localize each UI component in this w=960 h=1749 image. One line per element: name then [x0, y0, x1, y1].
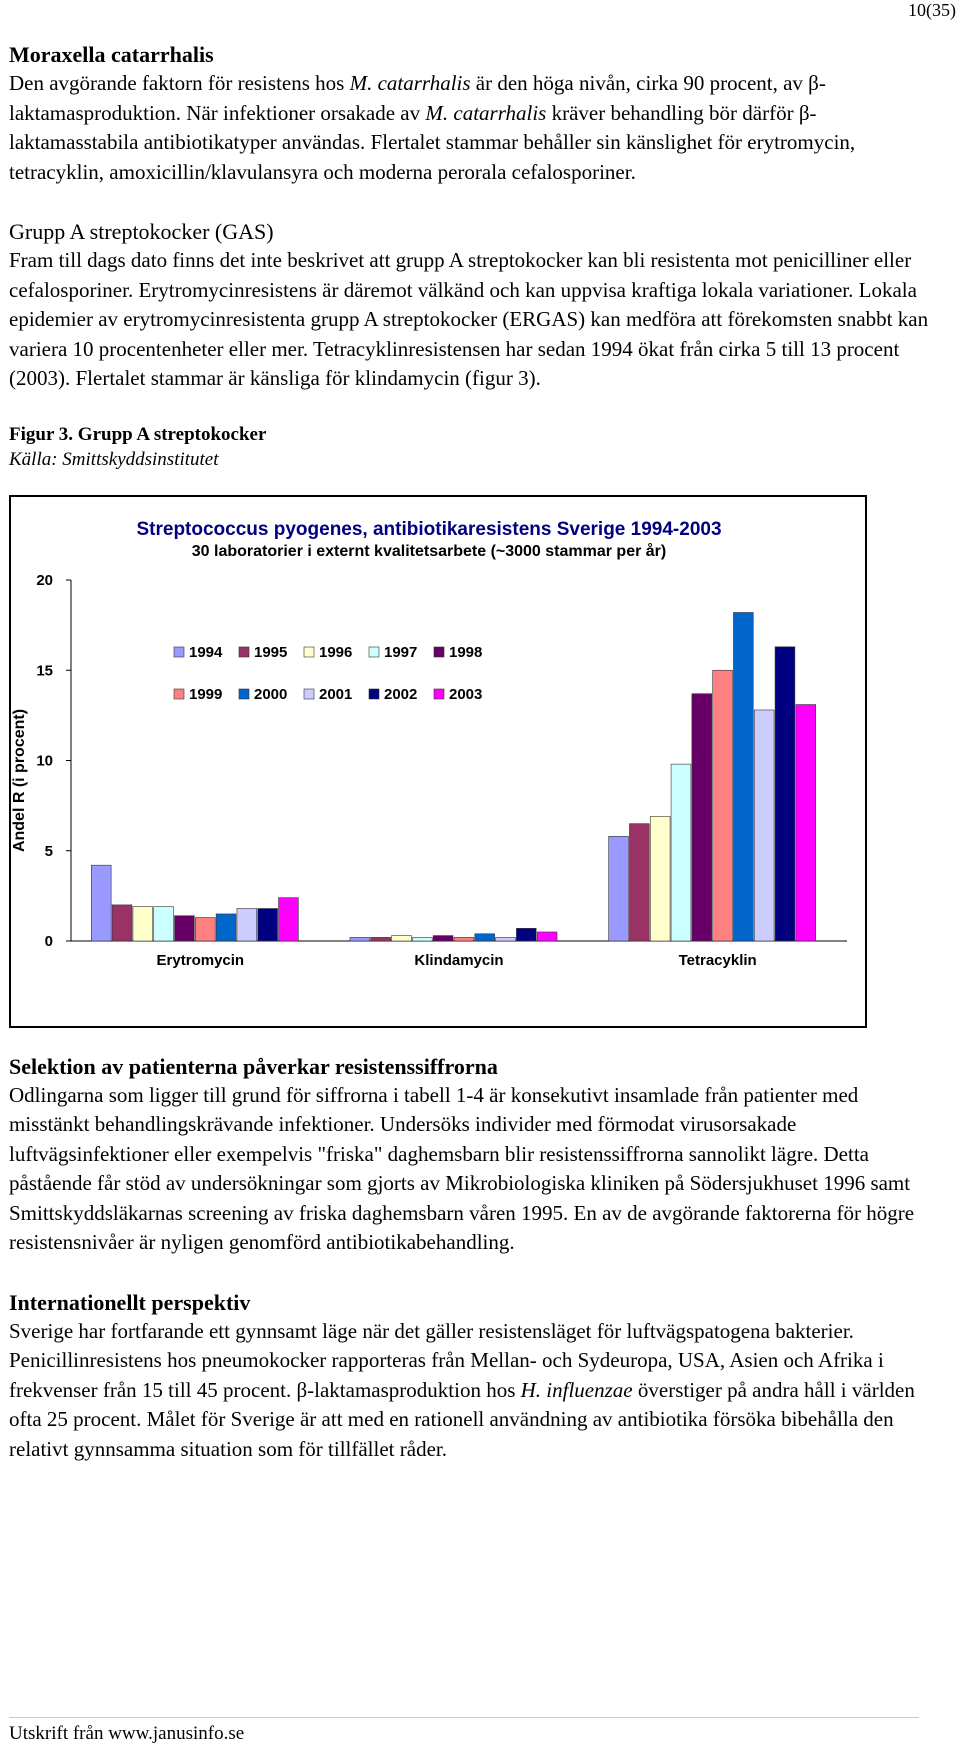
- bar-2001-klindamycin: [496, 937, 516, 941]
- bar-2001-tetracyklin: [754, 709, 774, 940]
- legend-label-1998: 1998: [449, 643, 483, 661]
- paragraph-gas: Fram till dags dato finns det inte beskrivet att grupp A streptokocker kan bli resistenta mot penicilliner eller cefalosporiner. Erytromycinresistens är däremot välkänd och kan uppvisa kraftiga lokala variationer. Lokala epidemier av erytromycinresistenta grupp A streptokocker (ERGAS) kan medföra att förekomsten snabbt kan variera 10 procentenheter eller mer. Tetracyklinresistensen har sedan 1994 ökat från cirka 5 till 13 procent (2003). Flertalet stammar är känsliga för klindamycin (figur 3).: [9, 248, 929, 390]
- footer-divider: [9, 1717, 919, 1718]
- text-run: Sverige har fortfarande ett gynnsamt läge när det gäller resistensläget för luftvägspatogena bakterier. Penicillinresistens hos pneumokocker rapporteras från Mellan- och Sydeuropa, USA, Asien och Afrika i frekvenser från 15 till 45 procent. β-laktamasproduktion hos: [9, 1318, 884, 1402]
- figure-title: Figur 3. Grupp A streptokocker: [9, 423, 267, 445]
- bar-2003-klindamycin: [537, 931, 557, 940]
- bar-1996-tetracyklin: [650, 816, 670, 941]
- y-tick-label: 20: [36, 571, 53, 589]
- chart-container: [9, 495, 867, 1028]
- bar-1998-tetracyklin: [692, 693, 712, 940]
- bar-2001-erytromycin: [237, 908, 257, 940]
- legend-swatch-1994: [174, 647, 184, 657]
- heading-moraxella: Moraxella catarrhalis: [9, 42, 214, 67]
- y-tick-label: 10: [36, 752, 53, 769]
- bar-1997-klindamycin: [412, 937, 432, 941]
- bar-1996-klindamycin: [392, 935, 412, 940]
- x-category-label: Klindamycin: [414, 951, 504, 969]
- legend-label-1994: 1994: [189, 643, 223, 661]
- bar-1998-klindamycin: [433, 935, 453, 940]
- legend-label-2002: 2002: [384, 685, 418, 703]
- bar-2000-tetracyklin: [733, 612, 753, 941]
- bar-1999-tetracyklin: [713, 670, 733, 941]
- legend-swatch-1996: [304, 647, 314, 657]
- heading-gas: Grupp A streptokocker (GAS): [9, 219, 274, 244]
- text-run: Den avgörande faktorn för resistens hos: [9, 71, 350, 95]
- bar-1997-erytromycin: [154, 906, 174, 940]
- text-run: överstiger på andra håll i världen ofta 25 procent. Målet för Sverige är att med en rationell användning av antibiotika försöka bibehålla den relativt gynnsamma situation som för tillfället råder.: [9, 1377, 915, 1461]
- chart-title: Streptococcus pyogenes, antibiotikaresistens Sverige 1994-2003: [136, 518, 722, 540]
- legend-swatch-2002: [369, 689, 379, 699]
- section-moraxella: [9, 40, 944, 187]
- bar-1999-klindamycin: [454, 937, 474, 941]
- x-category-label: Erytromycin: [156, 951, 245, 969]
- bar-1999-erytromycin: [195, 917, 215, 940]
- bar-2000-erytromycin: [216, 913, 236, 940]
- bar-2002-klindamycin: [516, 928, 536, 941]
- y-tick-label: 5: [44, 842, 53, 860]
- paragraph-selektion: Odlingarna som ligger till grund för siffrorna i tabell 1-4 är konsekutivt insamlade från patienter med misstänkt behandlingskrävande infektioner. Undersöks individer med förmodat virusorsakade luftvägsinfektioner eller exempelvis "friska" daghemsbarn blir resistenssiffrorna sannolikt lägre. Detta påstående får stöd av undersökningar som gjorts av Mikrobiologiska kliniken på Södersjukhuset 1996 samt Smittskyddsläkarnas screening av friska daghemsbarn våren 1995. En av de avgörande faktorerna för högre resistensnivåer är nyligen genomförd antibiotikabehandling.: [9, 1082, 915, 1254]
- legend-swatch-1995: [239, 647, 249, 657]
- y-tick-label: 0: [44, 932, 53, 950]
- bar-1997-tetracyklin: [671, 764, 691, 941]
- text-run: är den höga nivån, cirka 90: [470, 71, 705, 95]
- y-tick-label: 15: [36, 661, 53, 679]
- species-name: M. catarrhalis: [349, 71, 471, 95]
- paragraph-moraxella: [9, 69, 944, 187]
- legend-label-1996: 1996: [319, 643, 353, 661]
- legend-swatch-1998: [434, 647, 444, 657]
- bar-2002-erytromycin: [258, 908, 278, 940]
- legend-swatch-1999: [174, 689, 184, 699]
- bar-1994-klindamycin: [350, 937, 370, 941]
- heading-selektion: Selektion av patienterna påverkar resistenssiffrorna: [9, 1053, 498, 1079]
- legend-label-2000: 2000: [254, 685, 288, 703]
- paragraph-internationellt: [9, 1317, 944, 1465]
- text-run: behandling bör därför β-laktamasstabila antibiotikatyper användas. Flertalet stammar behåller sin känslighet för erytromycin, tetracyklin, amoxicillin/klavulansyra och moderna perorala cefalosporiner.: [9, 100, 856, 184]
- species-name: M. catarrhalis: [425, 100, 547, 125]
- text-run: kräver: [546, 100, 606, 125]
- legend-label-2001: 2001: [319, 685, 353, 703]
- figure-source: Källa: Smittskyddsinstitutet: [9, 448, 219, 470]
- y-axis-label: Andel R (i procent): [11, 708, 28, 852]
- bar-1995-klindamycin: [371, 937, 391, 941]
- legend-swatch-2000: [239, 689, 249, 699]
- legend-swatch-1997: [369, 647, 379, 657]
- bar-1994-tetracyklin: [609, 836, 629, 941]
- figure-3: [9, 422, 944, 1028]
- bar-1998-erytromycin: [175, 915, 195, 940]
- footer: Utskrift från www.janusinfo.se: [9, 1723, 245, 1744]
- legend-label-1999: 1999: [189, 685, 223, 703]
- heading-internationellt: Internationellt perspektiv: [9, 1289, 251, 1315]
- legend-label-1995: 1995: [254, 643, 288, 661]
- bar-1995-tetracyklin: [629, 823, 649, 940]
- species-name: H. influenzae: [520, 1377, 633, 1402]
- legend-swatch-2001: [304, 689, 314, 699]
- bar-2003-erytromycin: [279, 897, 299, 940]
- text-run: procent, av β-laktamasproduktion. När infektioner orsakade av: [9, 71, 826, 125]
- section-internationellt: [9, 1288, 944, 1465]
- document-body: [9, 40, 944, 1464]
- bar-2002-tetracyklin: [775, 646, 795, 940]
- resistance-bar-chart: [9, 495, 867, 1028]
- legend-label-1997: 1997: [384, 643, 418, 661]
- bar-2000-klindamycin: [475, 933, 495, 940]
- legend-label-2003: 2003: [449, 685, 483, 703]
- bar-2003-tetracyklin: [796, 704, 816, 940]
- legend-swatch-2003: [434, 689, 444, 699]
- bar-1995-erytromycin: [112, 904, 132, 940]
- section-selektion: [9, 1052, 944, 1258]
- bar-1994-erytromycin: [91, 865, 111, 941]
- x-category-label: Tetracyklin: [678, 951, 757, 969]
- bar-1996-erytromycin: [133, 906, 153, 940]
- page-number: 10(35): [908, 0, 956, 20]
- section-gas: [9, 217, 944, 394]
- chart-subtitle: 30 laboratorier i externt kvalitetsarbete (~3000 stammar per år): [191, 542, 667, 560]
